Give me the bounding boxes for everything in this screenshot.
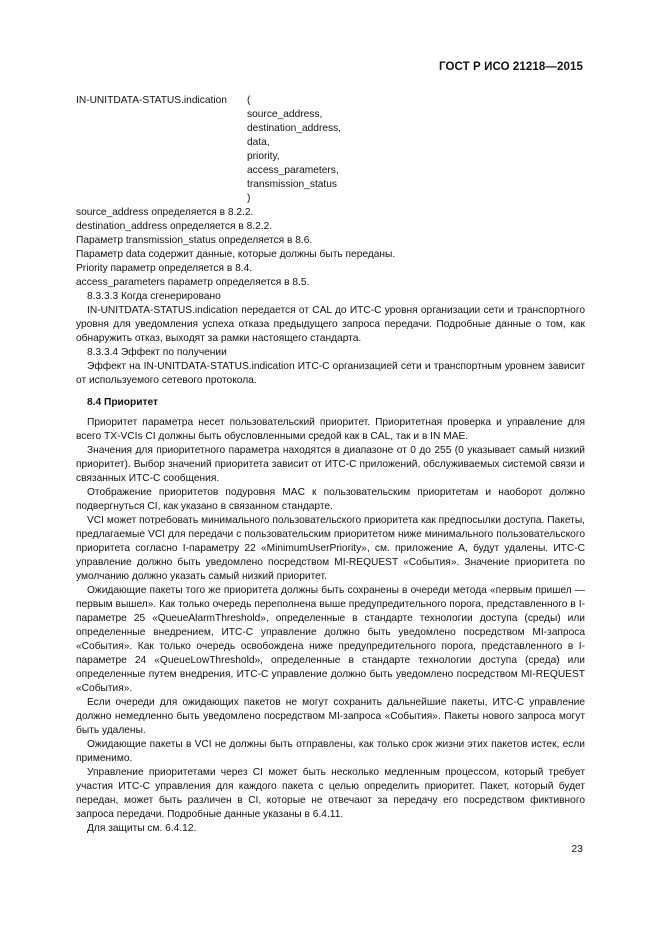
open-paren: ( <box>247 95 251 106</box>
paragraph: Если очереди для ожидающих пакетов не могут сохранить дальнейшие пакеты, ИТС-С управление должно немедленно быть уведомлено посредством MI-запроса «События». Пакеты нового запроса могут быть удалены. <box>76 697 585 736</box>
paragraph: Значения для приоритетного параметра находятся в диапазоне от 0 до 255 (0 указывает самый низкий приоритет). Выбор значений приоритета зависит от ИТС-С приложений, обслуживаемых системой связи и связанных ИТС-С сообщения. <box>76 445 585 484</box>
paragraph: Ожидающие пакеты того же приоритета должны быть сохранены в очереди метода «первым пришел — первым вышел». Как только очередь переполнена выше предупредительного порога, представленного в I-параметре 25 «QueueAlarmThreshold», определенные в стандарте технологии доступа (среды) или определенные внедрением, ИТС-С управление должно быть уведомлено посредством MI-запроса «События». Как только очередь освобождена ниже предупредительного порога, представленного в I-параметре 24 «QueueLowThreshold», определенные в стандарте технологии доступа (среда) или определенные путем внедрения, ИТС-С управление должно быть уведомлено посредством MI-REQUEST «События». <box>76 585 585 694</box>
param: transmission_status <box>247 179 338 190</box>
paragraph: Для защиты см. 6.4.12. <box>87 823 197 834</box>
paragraph: Отображение приоритетов подуровня MAC к пользовательским приоритетам и наоборот должно подвергнуться CI, как указано в связанном стандарте. <box>76 487 585 512</box>
paragraph: VCI может потребовать минимального пользовательского приоритета как предпосылки доступа. Пакеты, предлагаемые VCI для передачи с пользовательским приоритетом ниже минимального пользовательского приоритета согласно I-параметру 22 «MinimumUserPriority», см. приложение А, будут удалены. ИТС-С управление должно быть уведомлено посредством MI-REQUEST «События». Значение приоритета по умолчанию должно указать самый низкий приоритет. <box>76 515 585 582</box>
definition-line: destination_address определяется в 8.2.2. <box>76 221 273 232</box>
page-body <box>76 94 585 836</box>
primitive-signature <box>76 94 585 206</box>
paragraph: IN-UNITDATA-STATUS.indication передается от CAL до ИТС-С уровня организации сети и транспортного уровня для уведомления успеха отказа предыдущего запроса передачи. Подробные данные о том, как обнаружить отказ, выходят за рамки настоящего стандарта. <box>76 305 585 344</box>
paragraph: Приоритет параметра несет пользовательский приоритет. Приоритетная проверка и управление для всего TX-VCIs CI должны быть обусловленными средой как в CAL, так и в IN MAE. <box>76 417 585 442</box>
definition-line: source_address определяется в 8.2.2. <box>76 207 254 218</box>
definition-line: access_parameters параметр определяется в 8.5. <box>76 277 310 288</box>
subsection-title-8-3-3-3: 8.3.3.3 Когда сгенерировано <box>87 291 221 302</box>
subsection-title-8-3-3-4: 8.3.3.4 Эффект по получении <box>87 347 227 358</box>
document-id-header: ГОСТ Р ИСО 21218—2015 <box>438 61 583 73</box>
paragraph: Управление приоритетами через CI может быть несколько медленным процессом, который требует участия ИТС-С управления для каждого пакета с целью определить приоритет. Пакет, который будет передан, может быть различен в CI, которые не отвечают за передачу его посредством фиктивного запроса передачи. Подробные данные указаны в 6.4.11. <box>76 767 585 820</box>
section-heading-8-4: 8.4 Приоритет <box>87 397 159 408</box>
param: data, <box>247 137 270 148</box>
primitive-parameters <box>247 94 585 206</box>
definition-line: Параметр transmission_status определяется в 8.6. <box>76 235 313 246</box>
param: destination_address, <box>247 123 342 134</box>
primitive-name: IN-UNITDATA-STATUS.indication <box>76 95 227 106</box>
definition-line: Priority параметр определяется в 8.4. <box>76 263 253 274</box>
param: source_address, <box>247 109 323 120</box>
definition-line: Параметр data содержит данные, которые должны быть переданы. <box>76 249 396 260</box>
page-number: 23 <box>571 843 583 855</box>
param: access_parameters, <box>247 165 339 176</box>
paragraph: Эффект на IN-UNITDATA-STATUS.indication ИТС-С организацией сети и транспортным уровнем зависит от используемого сетевого протокола. <box>76 361 585 386</box>
paragraph: Ожидающие пакеты в VCI не должны быть отправлены, как только срок жизни этих пакетов истек, если применимо. <box>76 739 585 764</box>
close-paren: ) <box>247 193 251 204</box>
param: priority, <box>247 151 280 162</box>
